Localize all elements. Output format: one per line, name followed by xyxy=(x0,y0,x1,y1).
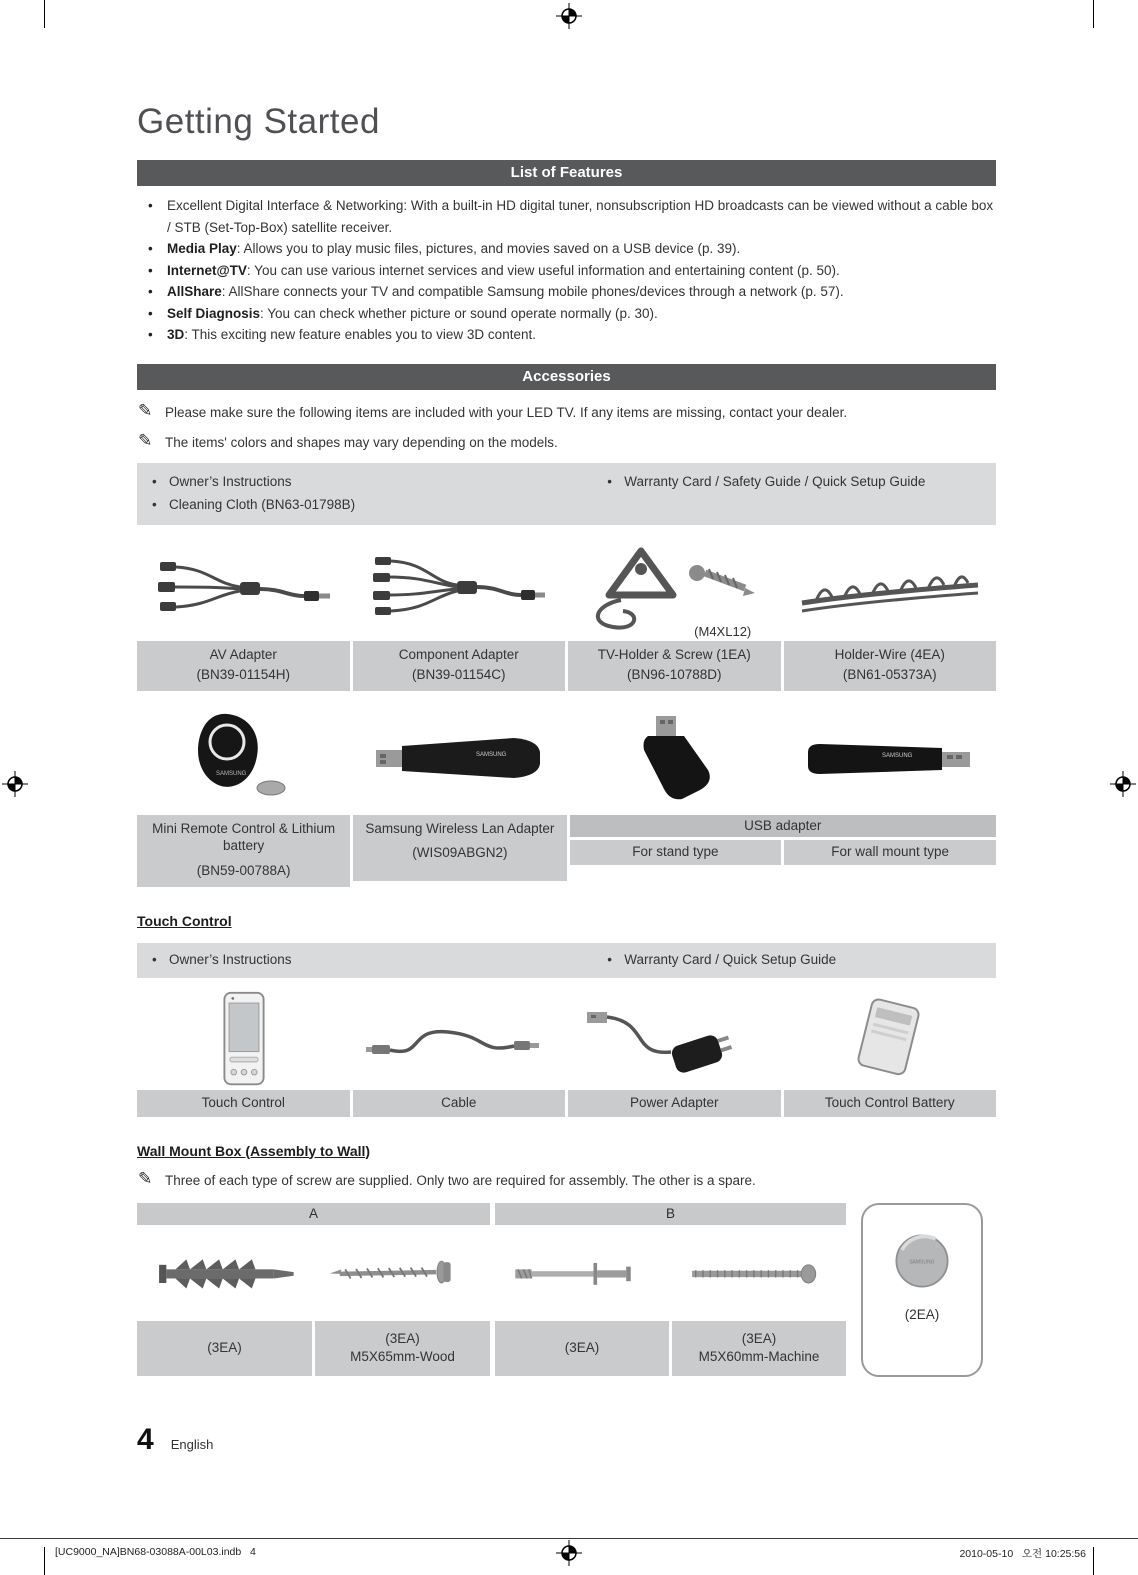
included-item: • Warranty Card / Safety Guide / Quick Setup Guide xyxy=(592,470,996,493)
feature-text: : AllShare connects your TV and compatible Samsung mobile phones/devices through a network (p. 57). xyxy=(221,284,844,299)
feature-text: : You can check whether picture or sound operate normally (p. 30). xyxy=(260,305,658,321)
touch-included-left xyxy=(137,948,592,971)
machine-screw-image xyxy=(683,1244,833,1302)
av-adapter-figure xyxy=(137,539,352,639)
machine-screw-figure xyxy=(671,1244,847,1302)
feature-text: : You can use various internet services and view useful information and entertaining content (p. 50). xyxy=(246,262,840,278)
print-file-info: [UC9000_NA]BN68-03088A-00L03.indb 4 xyxy=(55,1546,256,1558)
note-text: Three of each type of screw are supplied. Only two are required for assembly. The other is a spare. xyxy=(165,1172,756,1188)
feature-item xyxy=(137,195,996,238)
feature-item xyxy=(137,303,996,325)
crop-mark xyxy=(44,0,45,28)
wall-a-figures xyxy=(137,1225,490,1321)
included-item: • Owner’s Instructions xyxy=(137,948,592,971)
accessory-part-number: (BN61-05373A) xyxy=(842,667,937,682)
accessory-caption xyxy=(353,641,566,691)
note xyxy=(137,430,996,453)
power-adapter-figure xyxy=(567,990,782,1088)
note-pencil-icon: ✎ xyxy=(138,400,153,420)
touch-battery-figure xyxy=(781,990,996,1088)
registration-mark-icon xyxy=(2,771,28,797)
included-items-box xyxy=(137,463,996,525)
wall-column-b-header: B xyxy=(495,1203,846,1225)
note xyxy=(137,1168,996,1191)
feature-item xyxy=(137,260,996,282)
note-pencil-icon: ✎ xyxy=(138,430,153,450)
feature-term: AllShare xyxy=(167,284,222,299)
wall-mount-table xyxy=(137,1203,996,1377)
samsung-logo-text: SAMSUNG xyxy=(216,770,247,777)
wireless-lan-adapter-figure xyxy=(352,705,567,811)
wireless-lan-adapter-image xyxy=(364,727,554,789)
holder-ring-image xyxy=(890,1229,954,1293)
wall-b-captions xyxy=(495,1321,846,1376)
component-adapter-figure xyxy=(352,539,567,639)
touch-control-heading: Touch Control xyxy=(137,913,232,929)
usb-adapter-stand-image xyxy=(604,710,744,806)
samsung-logo-text: SAMSUNG xyxy=(476,751,507,758)
machine-anchor-figure xyxy=(495,1244,671,1302)
touch-figures-row xyxy=(137,990,996,1088)
page-title: Getting Started xyxy=(137,102,380,141)
registration-mark-icon xyxy=(556,1540,582,1566)
usb-adapter-wall-figure xyxy=(781,705,996,811)
touch-included-right xyxy=(592,948,996,971)
wall-cell-caption: (3EA) xyxy=(137,1321,312,1376)
feature-text: : This exciting new feature enables you to view 3D content. xyxy=(184,327,536,342)
av-adapter-image xyxy=(154,549,334,629)
touch-item-caption: Cable xyxy=(353,1090,566,1117)
wall-cell-caption: (3EA) xyxy=(495,1321,669,1376)
samsung-logo-text: SAMSUNG xyxy=(881,752,912,759)
usb-adapter-header: USB adapter xyxy=(570,815,997,837)
accessory-name: AV Adapter xyxy=(209,646,277,662)
note xyxy=(137,400,996,423)
mini-remote-figure xyxy=(137,705,352,811)
feature-term: Internet@TV xyxy=(167,262,247,278)
accessory-part-number: (WIS09ABGN2) xyxy=(412,845,508,860)
tv-holder-screw-image xyxy=(579,543,769,635)
features-list xyxy=(137,195,996,346)
note-text: Please make sure the following items are included with your LED TV. If any items are missing, contact your dealer. xyxy=(165,404,848,420)
mini-remote-image xyxy=(169,708,319,808)
wood-screw-figure xyxy=(314,1244,491,1302)
screw-size-label: (M4XL12) xyxy=(694,623,752,639)
section-header-accessories: Accessories xyxy=(137,364,996,390)
machine-anchor-image xyxy=(508,1244,658,1302)
crop-mark xyxy=(1093,1547,1094,1575)
accessory-name: Samsung Wireless Lan Adapter xyxy=(365,820,555,836)
included-item: • Cleaning Cloth (BN63-01798B) xyxy=(137,493,592,516)
included-items-right xyxy=(592,470,996,516)
accessory-part-number: (BN39-01154H) xyxy=(196,667,291,682)
page-language: English xyxy=(170,1436,214,1452)
accessory-captions-row2 xyxy=(137,815,996,888)
feature-item xyxy=(137,238,996,260)
spare-count-label: (2EA) xyxy=(904,1306,940,1322)
touch-included-box xyxy=(137,943,996,978)
spare-holder-box xyxy=(861,1203,983,1377)
wall-anchor-figure xyxy=(137,1244,314,1302)
component-adapter-image xyxy=(369,549,549,629)
accessory-part-number: (BN59-00788A) xyxy=(196,862,291,878)
accessory-caption xyxy=(137,815,350,888)
accessory-name: Mini Remote Control & Lithium battery xyxy=(152,820,336,853)
accessory-captions-row1 xyxy=(137,641,996,691)
cable-figure xyxy=(352,990,567,1088)
wall-a-captions xyxy=(137,1321,490,1376)
cable-image xyxy=(364,1004,554,1074)
feature-text: : Allows you to play music files, pictures, and movies saved on a USB device (p. 39). xyxy=(236,241,741,256)
power-adapter-image xyxy=(579,998,769,1080)
section-header-list-of-features: List of Features xyxy=(137,160,996,186)
wall-cell-caption: (3EA) M5X60mm-Machine xyxy=(672,1321,846,1376)
note-text: The items' colors and shapes may vary depending on the models. xyxy=(165,434,558,450)
accessory-caption xyxy=(568,641,781,691)
accessory-part-number: (BN96-10788D) xyxy=(626,667,722,682)
page-number: 4 xyxy=(137,1422,154,1456)
accessory-name: Component Adapter xyxy=(398,646,519,662)
touch-item-caption: Power Adapter xyxy=(568,1090,781,1117)
accessory-part-number: (BN39-01154C) xyxy=(411,667,506,682)
print-divider xyxy=(0,1538,1138,1539)
wall-cell-caption: (3EA) M5X65mm-Wood xyxy=(315,1321,490,1376)
wood-screw-image xyxy=(327,1244,477,1302)
registration-mark-icon xyxy=(1110,771,1136,797)
usb-adapter-types xyxy=(570,840,997,865)
feature-term: Media Play xyxy=(167,241,237,256)
accessory-name: TV-Holder & Screw (1EA) xyxy=(597,646,751,662)
usb-wall-type-label: For wall mount type xyxy=(784,840,996,865)
touch-item-caption: Touch Control xyxy=(137,1090,350,1117)
tv-holder-screw-figure xyxy=(567,539,782,639)
touch-item-caption: Touch Control Battery xyxy=(784,1090,997,1117)
crop-mark xyxy=(44,1547,45,1575)
accessory-caption xyxy=(137,641,350,691)
feature-item xyxy=(137,324,996,346)
included-item: • Warranty Card / Quick Setup Guide xyxy=(592,948,996,971)
touch-captions-row xyxy=(137,1090,996,1117)
note-pencil-icon: ✎ xyxy=(138,1168,153,1188)
feature-term: Self Diagnosis xyxy=(167,305,261,321)
included-item: • Owner’s Instructions xyxy=(137,470,592,493)
accessory-caption xyxy=(784,641,997,691)
accessory-name: Holder-Wire (4EA) xyxy=(834,646,945,662)
wall-mount-heading: Wall Mount Box (Assembly to Wall) xyxy=(137,1142,371,1159)
page-footer xyxy=(137,1423,996,1457)
feature-item xyxy=(137,281,996,303)
wall-section-a xyxy=(137,1203,490,1376)
wall-anchor-image xyxy=(150,1244,300,1302)
touch-control-figure xyxy=(137,990,352,1088)
feature-text: Excellent Digital Interface & Networking: With a built-in HD digital tuner, nonsubscription HD broadcasts can be viewed without a cable box / STB (Set-Top-Box) satellite receiver. xyxy=(167,198,994,235)
accessory-caption xyxy=(353,815,566,881)
holder-wire-image xyxy=(794,559,984,619)
holder-wire-figure xyxy=(781,539,996,639)
usb-adapter-stand-figure xyxy=(567,705,782,811)
included-items-left xyxy=(137,470,592,516)
wall-b-figures xyxy=(495,1225,846,1321)
page-content xyxy=(137,0,996,1457)
accessory-figures-row1 xyxy=(137,539,996,639)
accessory-figures-row2 xyxy=(137,705,996,811)
touch-control-image xyxy=(199,990,289,1088)
usb-stand-type-label: For stand type xyxy=(570,840,782,865)
usb-adapter-caption-group xyxy=(570,815,997,865)
print-timestamp: 2010-05-10 오전 10:25:56 xyxy=(959,1548,1086,1560)
wall-section-b xyxy=(495,1203,846,1376)
touch-battery-image xyxy=(834,995,944,1083)
samsung-logo-text: SAMSUNG xyxy=(909,1259,935,1266)
usb-adapter-wall-image xyxy=(794,727,984,789)
crop-mark xyxy=(1093,0,1094,28)
feature-term: 3D xyxy=(167,327,185,342)
wall-column-a-header: A xyxy=(137,1203,490,1225)
